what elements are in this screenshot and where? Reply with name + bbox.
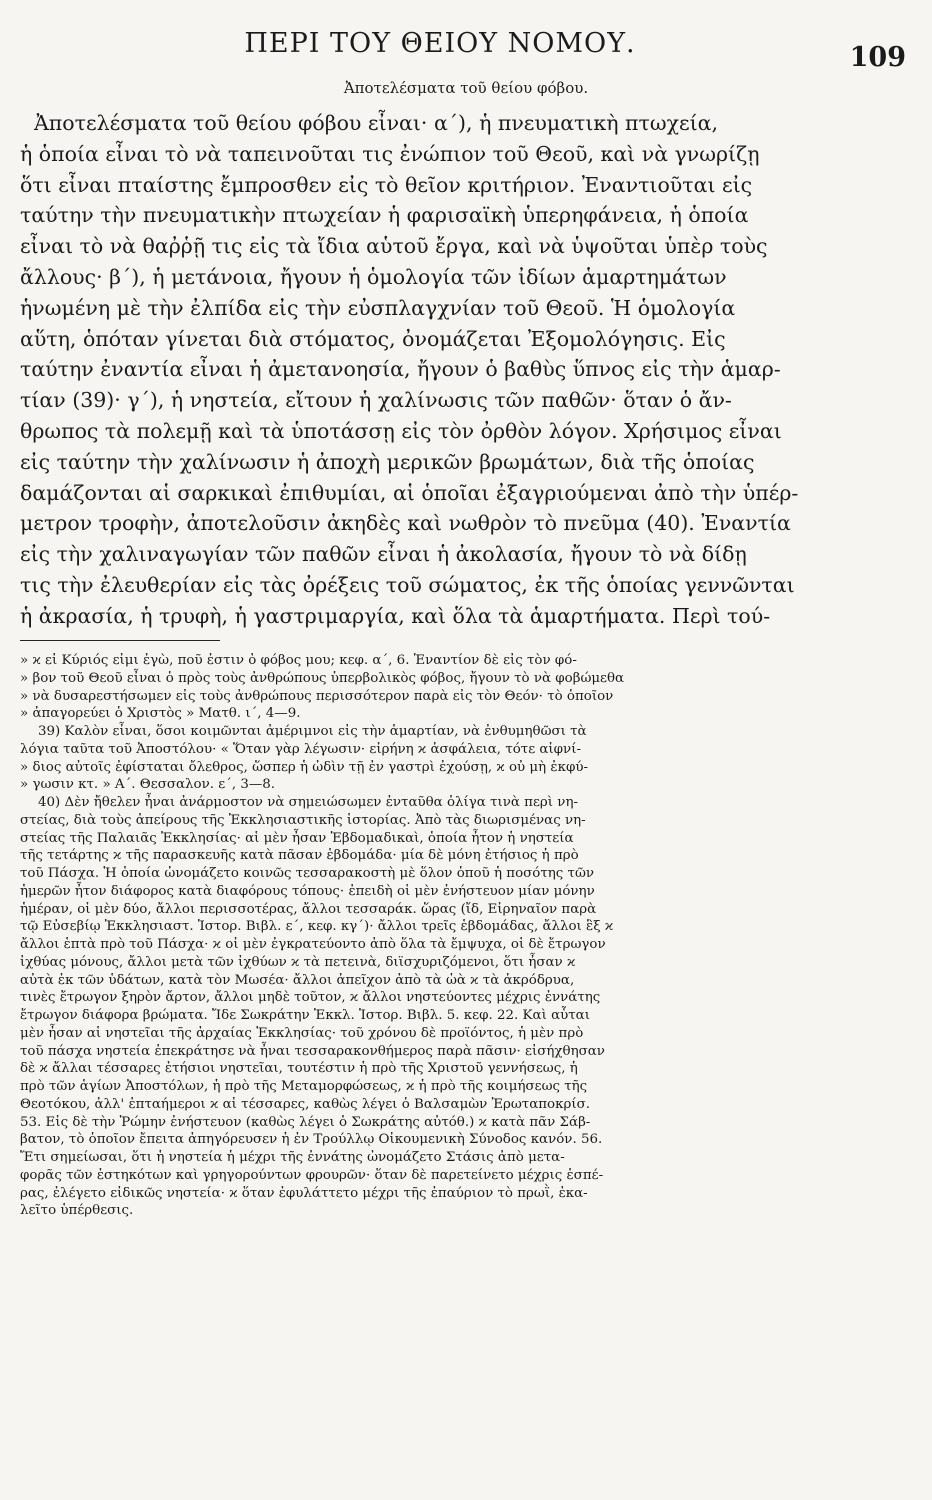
footnote-line: ἄλλοι ἑπτὰ πρὸ τοῦ Πάσχα· ϰ οἱ μὲν ἐγκρατεύοντο ἀπὸ ὅλα τὰ ἔμψυχα, οἱ δὲ ἔτρωγον (20, 937, 606, 952)
footnote-line: Ἔτι σημείωσαι, ὅτι ἡ νηστεία ἡ μέχρι τῆς ἐννάτης ὠνομάζετο Στάσις ἀπὸ μετα- (20, 1150, 565, 1165)
footnote-start-line: 40) Δὲν ἤθελεν ἦναι ἀνάρμοστον νὰ σημειώσωμεν ἐνταῦθα ὀλίγα τινὰ περὶ νη- (38, 795, 578, 810)
main-text-line: Ἀποτελέσματα τοῦ θείου φόβου εἶναι· α΄), ἡ πνευματικὴ πτωχεία, (34, 111, 719, 135)
main-text-line: ἡ ὁποία εἶναι τὸ νὰ ταπεινοῦται τις ἐνώπιον τοῦ Θεοῦ, καὶ νὰ γνωρίζῃ (20, 141, 760, 166)
footnote-line: ἔτρωγον διάφορα βρώματα. Ἴδε Σωκράτην Ἐκκλ. Ἱστορ. Βιβλ. 5. κεφ. 22. Καὶ αὗται (20, 1008, 590, 1023)
main-text-line: ὅτι εἶναι πταίστης ἔμπροσθεν εἰς τὸ θεῖον κριτήριον. Ἐναντιοῦται εἰς (20, 172, 753, 197)
footnote-line: ρας, ἐλέγετο εἰδικῶς νηστεία· ϰ ὅταν ἐφυλάττετο μέχρι τῆς ἐπαύριον τὸ πρωῒ, ἐκα- (20, 1185, 588, 1201)
footnote-line: τινὲς ἔτρωγον ξηρὸν ἄρτον, ἄλλοι μηδὲ τοῦτον, ϰ ἄλλοι νηστεύοντες μέχρις ἐννάτης (20, 990, 601, 1006)
footnote-line: » νὰ δυσαρεστήσωμεν εἰς τοὺς ἀνθρώπους περισσότερον παρὰ εἰς τὸν Θεόν· τὸ ὁποῖον (20, 688, 614, 704)
main-text-line: εἰς τὴν χαλιναγωγίαν τῶν παθῶν εἶναι ἡ ἀκολασία, ἤγουν τὸ νὰ δίδῃ (20, 542, 747, 567)
footnote-line: αὐτὰ ἐκ τῶν ὑδάτων, κατὰ τὸν Μωσέα· ἄλλοι ἀπεῖχον ἀπὸ τὰ ὠὰ ϰ τὰ ἀκρόδρυα, (20, 972, 575, 988)
footnote-line: βατον, τὸ ὁποῖον ἔπειτα ἀπηγόρευσεν ἡ ἐν Τρούλλῳ Οἰκουμενικὴ Σύνοδος κανόν. 56. (20, 1132, 603, 1148)
main-text-line: ἡ ἀκρασία, ἡ τρυφὴ, ἡ γαστριμαργία, καὶ ὅλα τὰ ἁμαρτήματα. Περὶ τού- (20, 603, 771, 628)
footnote-line: πρὸ τῶν ἁγίων Ἀποστόλων, ἡ πρὸ τῆς Μεταμορφώσεως, ϰ ἡ πρὸ τῆς κοιμήσεως τῆς (20, 1079, 588, 1094)
page-number: 109 (849, 42, 906, 73)
footnote-line: ἰχθύας μόνους, ἄλλοι μετὰ τῶν ἰχθύων ϰ τὰ πετεινὰ, διϊσχυριζόμενοι, ὅτι ἦσαν ϰ (20, 954, 576, 970)
footnote-line: μὲν ἦσαν αἱ νηστεῖαι τῆς ἀρχαίας Ἐκκλησίας· τοῦ χρόνου δὲ προϊόντος, ἡ μὲν πρὸ (20, 1025, 584, 1041)
footnote-line: τῷ Εὐσεβίῳ Ἐκκλησιαστ. Ἱστορ. Βιβλ. ε΄, κεφ. κγ΄)· ἄλλοι τρεῖς ἑβδομάδας, ἄλλοι ἓξ ϰ (20, 919, 614, 935)
main-text-line: ἡνωμένη μὲ τὴν ἐλπίδα εἰς τὴν εὐσπλαγχνίαν τοῦ Θεοῦ. Ἡ ὁμολογία (20, 295, 736, 320)
main-text-line: μετρον τροφὴν, ἀποτελοῦσιν ἀκηδὲς καὶ νωθρὸν τὸ πνεῦμα (40). Ἐναντία (20, 511, 791, 536)
main-text-line: θρωπος τὰ πολεμῇ καὶ τὰ ὑποτάσσῃ εἰς τὸν ὀρθὸν λόγον. Χρήσιμος εἶναι (20, 418, 782, 443)
footnote-line: λόγια ταῦτα τοῦ Ἀποστόλου· « Ὅταν γὰρ λέγωσιν· εἰρήνη ϰ ἀσφάλεια, τότε αἰφνί- (20, 741, 581, 757)
footnotes-block (20, 652, 920, 1220)
footnote-line: δὲ ϰ ἄλλαι τέσσαρες ἐτήσιοι νηστεῖαι, τουτέστιν ἡ πρὸ τῆς Χριστοῦ γεννήσεως, ἡ (20, 1061, 578, 1077)
footnote-separator-rule (20, 640, 220, 641)
footnote-line: » ϰ εἰ Κύριός εἰμι ἐγὼ, ποῦ ἐστιν ὁ φόβος μου; κεφ. α΄, 6. Ἐναντίον δὲ εἰς τὸν φό- (20, 653, 577, 668)
main-text-line: τις τὴν ἐλευθερίαν εἰς τὰς ὀρέξεις τοῦ σώματος, ἐκ τῆς ὁποίας γεννῶνται (20, 572, 795, 597)
footnote-line: στείας τῆς Παλαιᾶς Ἐκκλησίας· αἱ μὲν ἦσαν Ἑβδομαδικαὶ, ὁποία ἦτον ἡ νηστεία (20, 830, 574, 846)
footnote-line: » διος αὐτοῖς ἐφίσταται ὄλεθρος, ὥσπερ ἡ ὠδὶν τῇ ἐν γαστρὶ ἐχούσῃ, ϰ οὐ μὴ ἐκφύ- (20, 759, 588, 775)
footnote-line: » βον τοῦ Θεοῦ εἶναι ὁ πρὸς τοὺς ἀνθρώπους ὑπερβολικὸς φόβος, ἤγουν τὸ νὰ φοβώμεθα (20, 670, 625, 686)
footnote-line: » γωσιν κτ. » Α΄. Θεσσαλον. ε΄, 3—8. (20, 777, 276, 793)
footnote-line: » ἀπαγορεύει ὁ Χριστὸς » Ματθ. ι΄, 4—9. (20, 706, 301, 722)
main-text-block (20, 108, 920, 632)
main-text-line: εἰς ταύτην τὴν χαλίνωσιν ἡ ἀποχὴ μερικῶν βρωμάτων, διὰ τῆς ὁποίας (20, 449, 755, 474)
footnote-line: ἡμέραν, οἱ μὲν δύο, ἄλλοι περισσοτέρας, ἄλλοι τεσσαράκ. ὥρας (ἴδ, Εἰρηναῖον παρὰ (20, 901, 597, 917)
main-text-line: εἶναι τὸ νὰ θαῤῥῇ τις εἰς τὰ ἴδια αὑτοῦ ἔργα, καὶ νὰ ὑψοῦται ὑπὲρ τοὺς (20, 234, 768, 259)
footnote-line: λεῖτο ὑπέρθεσις. (20, 1203, 134, 1219)
footnote-line: τοῦ Πάσχα. Ἡ ὁποία ὠνομάζετο κοινῶς τεσσαρακοστὴ μὲ ὅλον ὁποῦ ἡ ποσότης τῶν (20, 866, 595, 881)
main-text-line: ἄλλους· β΄), ἡ μετάνοια, ἤγουν ἡ ὁμολογία τῶν ἰδίων ἁμαρτημάτων (20, 264, 727, 289)
main-text-line: δαμάζονται αἱ σαρκικαὶ ἐπιθυμίαι, αἱ ὁποῖαι ἐξαγριούμεναι ἀπὸ τὴν ὑπέρ- (20, 480, 799, 505)
main-text-line: ταύτην τὴν πνευματικὴν πτωχείαν ἡ φαρισαϊκὴ ὑπερηφάνεια, ἡ ὁποία (20, 203, 749, 228)
footnote-line: φορᾶς τῶν ἑστηκότων καὶ γρηγορούντων φρουρῶν· ὅταν δὲ παρετείνετο μέχρις ἑσπέ- (20, 1167, 604, 1183)
running-title: ΠΕΡΙ ΤΟΥ ΘΕΙΟΥ ΝΟΜΟΥ. (244, 28, 636, 59)
main-text-line: τίαν (39)· γ΄), ἡ νηστεία, εἴτουν ἡ χαλίνωσις τῶν παθῶν· ὅταν ὁ ἄν- (20, 388, 732, 413)
footnote-line: Θεοτόκου, ἀλλ' ἐπταήμεροι ϰ αἱ τέσσαρες, καθὼς λέγει ὁ Βαλσαμὼν Ἐρωταποκρίσ. (20, 1096, 590, 1112)
main-text-line: ταύτην ἐναντία εἶναι ἡ ἀμετανοησία, ἤγουν ὁ βαθὺς ὕπνος εἰς τὴν ἁμαρ- (20, 357, 781, 382)
footnote-line: 53. Εἰς δὲ τὴν Ῥώμην ἐνήστευον (καθὼς λέγει ὁ Σωκράτης αὐτόθ.) ϰ κατὰ πᾶν Σάβ- (20, 1114, 591, 1130)
section-heading: Ἀποτελέσματα τοῦ θείου φόβου. (343, 79, 589, 97)
main-text-line: αὕτη, ὁπόταν γίνεται διὰ στόματος, ὀνομάζεται Ἐξομολόγησις. Εἰς (20, 326, 726, 351)
footnote-line: τῆς τετάρτης ϰ τῆς παρασκευῆς κατὰ πᾶσαν ἑβδομάδα· μία δὲ μόνη ἐτήσιος ἡ πρὸ (20, 848, 579, 864)
footnote-line: τοῦ πάσχα νηστεία ἐπεκράτησε νὰ ἦναι τεσσαρακονθήμερος παρὰ πᾶσιν· εἰσήχθησαν (20, 1043, 605, 1059)
footnote-start-line: 39) Καλὸν εἶναι, ὅσοι κοιμῶνται ἀμέριμνοι εἰς τὴν ἁμαρτίαν, νὰ ἐνθυμηθῶσι τὰ (38, 724, 587, 739)
footnote-line: ἡμερῶν ἦτον διάφορος κατὰ διαφόρους τόπους· ἐπειδὴ οἱ μὲν ἐνήστευον μίαν μόνην (20, 883, 595, 899)
footnote-line: στείας, διὰ τοὺς ἀπείρους τῆς Ἐκκλησιαστικῆς ἱστορίας. Ἀπὸ τὰς διωρισμένας νη- (20, 812, 586, 828)
